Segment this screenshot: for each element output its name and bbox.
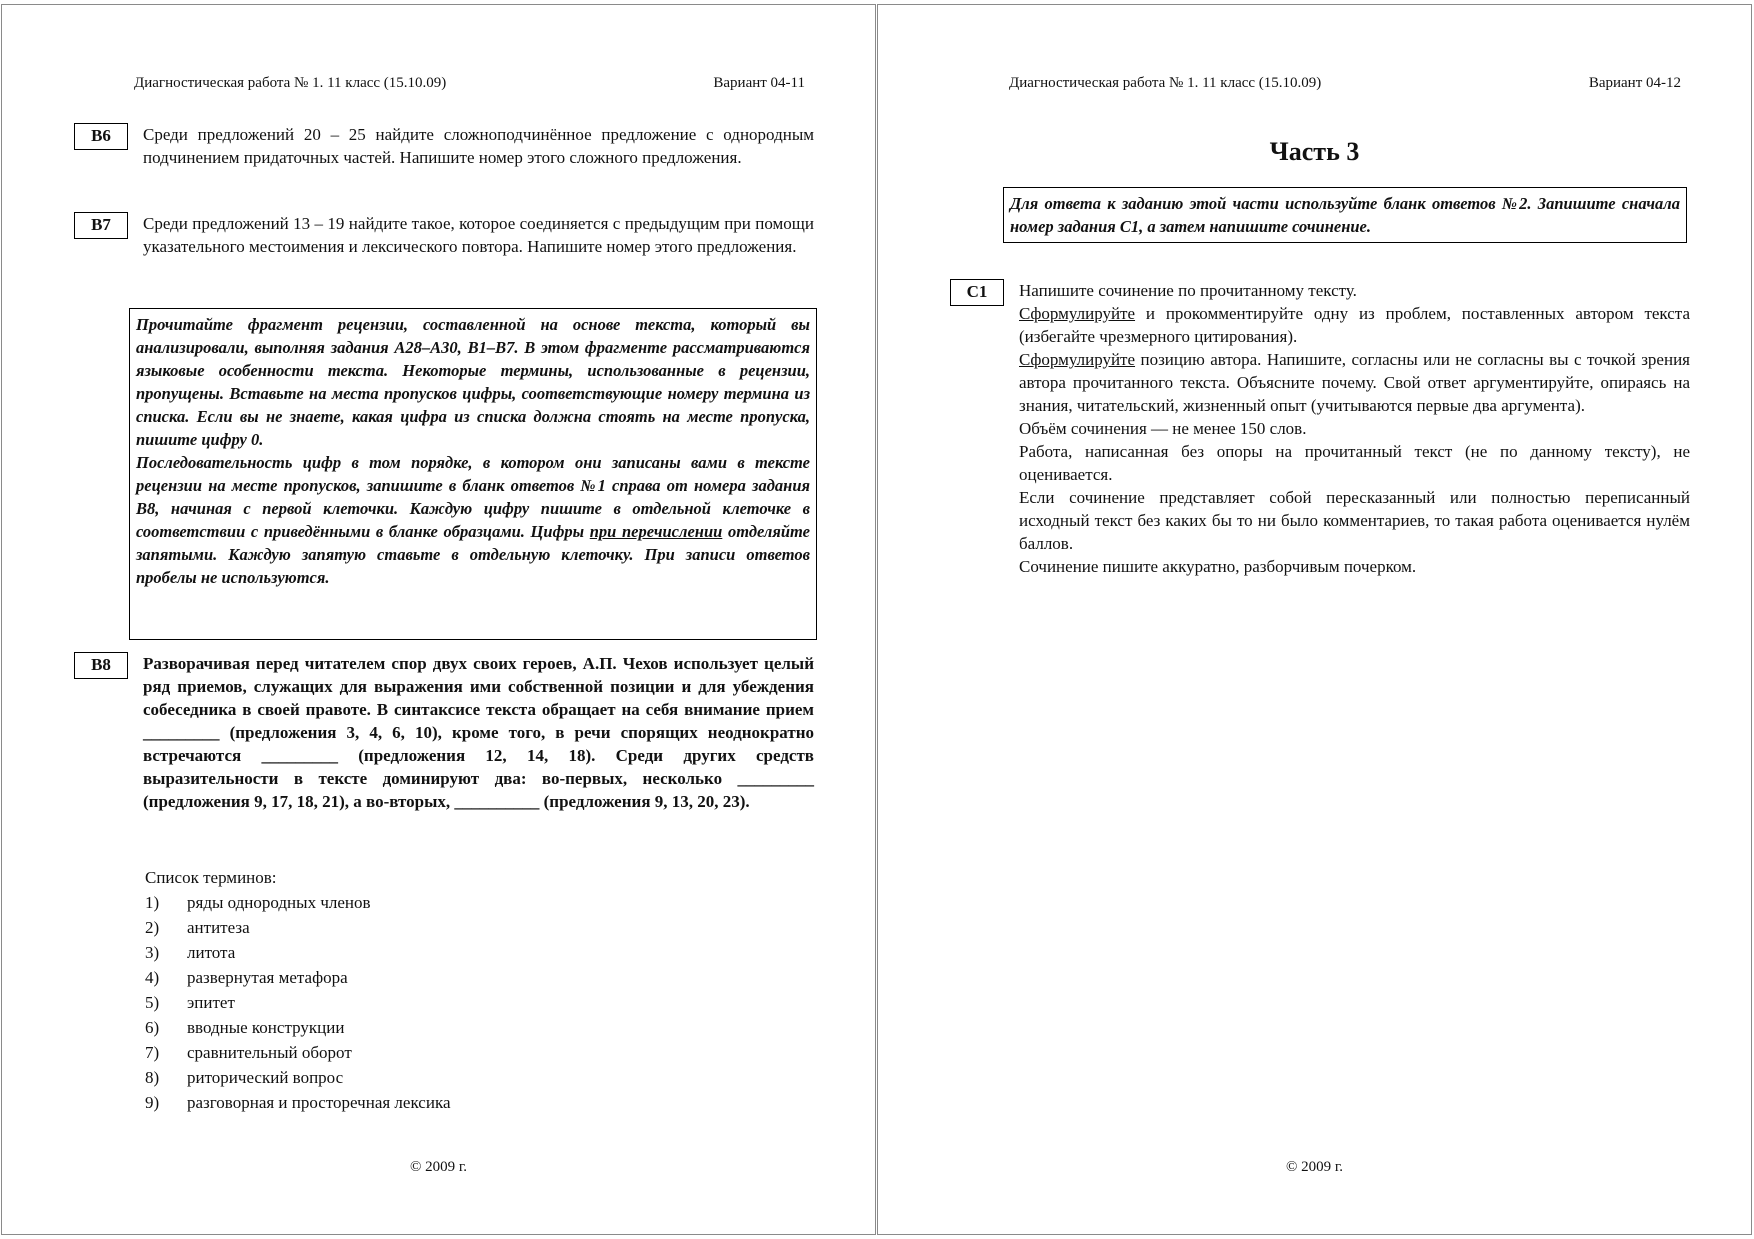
right-header-title: Диагностическая работа № 1. 11 класс (15.10.09) [1009,75,1322,91]
task-b6 [74,123,814,169]
task-text-b8: Разворачивая перед читателем спор двух своих героев, А.П. Чехов использует целый ряд приемов, служащих для выражения ими собственной позиции и для убеждения собеседника в своей правоте. В синтаксисе текста обращает на себя внимание прием _________ (предложения 3, 4, 6, 10), кроме того, в речи спорящих неоднократно встречаются _________ (предложения 12, 14, 18). Среди других средств выразительности в тексте доминируют два: во-первых, несколько _________ (предложения 9, 17, 18, 21), а во-вторых, __________ (предложения 9, 13, 20, 23). [143,654,814,811]
term-number: 6) [145,1018,160,1037]
c1-paragraph-3: Объём сочинения — не менее 150 слов. [1019,419,1307,438]
instruction-paragraph-2 [136,451,810,589]
term-number: 7) [145,1043,160,1062]
c1-p1-rest: и прокомментируйте одну из проблем, поставленных автором текста (избегайте чрезмерного цитирования). [1019,304,1690,346]
c1-paragraph-1 [1019,302,1690,348]
c1-p2-underlined: Сформулируйте [1019,350,1136,369]
instruction-p2-underlined: при перечислении [589,522,723,541]
terms-title: Список терминов: [145,868,277,887]
term-item [145,1090,745,1115]
c1-paragraph-2 [1019,348,1690,417]
term-number: 1) [145,893,160,912]
term-text: сравнительный оборот [187,1043,352,1062]
task-code-b6: В6 [74,123,128,150]
task-b8 [74,652,814,813]
term-item [145,990,745,1015]
term-item [145,890,745,915]
left-header-variant: Вариант 04-11 [713,75,805,91]
term-text: эпитет [187,993,235,1012]
term-item [145,940,745,965]
b8-instruction-box [129,308,817,640]
task-c1 [950,279,1690,578]
term-item [145,965,745,990]
c1-intro: Напишите сочинение по прочитанному тексту. [1019,281,1357,300]
c1-p1-underlined: Сформулируйте [1019,304,1136,323]
c1-paragraph-6: Сочинение пишите аккуратно, разборчивым почерком. [1019,557,1417,576]
instruction-p2-after: отделяйте запятыми. Каждую запятую ставьте в отдельную клеточку. При записи ответов пробелы не используются. [136,522,811,587]
c1-p2-rest: позицию автора. Напишите, согласны или не согласны вы с точкой зрения автора прочитанного текста. Объясните почему. Свой ответ аргументируйте, опираясь на знания, читательский, жизненный опыт (учитываются первые два аргумента). [1019,350,1690,415]
term-number: 3) [145,943,160,962]
part-title: Часть 3 [1269,137,1360,166]
term-text: развернутая метафора [187,968,348,987]
term-number: 2) [145,918,160,937]
c1-paragraph-4: Работа, написанная без опоры на прочитанный текст (не по данному тексту), не оценивается. [1019,442,1690,484]
term-text: риторический вопрос [187,1068,344,1087]
term-item [145,1065,745,1090]
right-page [877,4,1752,1235]
task-text-b6: Среди предложений 20 – 25 найдите сложноподчинённое предложение с однородным подчинением придаточных частей. Напишите номер этого сложного предложения. [143,125,814,167]
term-item [145,915,745,940]
term-number: 8) [145,1068,160,1087]
right-header-variant: Вариант 04-12 [1588,75,1681,91]
terms-list [145,890,745,1115]
term-text: ряды однородных членов [187,893,371,912]
term-text: антитеза [187,918,250,937]
term-text: вводные конструкции [187,1018,345,1037]
c1-paragraph-5: Если сочинение представляет собой пересказанный или полностью переписанный исходный текст без каких бы то ни было комментариев, то такая работа оценивается нулём баллов. [1019,488,1690,553]
instruction-p2-before: Последовательность цифр в том порядке, в котором они записаны вами в тексте рецензии на месте пропусков, запишите в бланк ответов №1 справа от номера задания В8, начиная с первой клеточки. Каждую цифру пишите в отдельной клеточке в соответствии с приведёнными в бланке образцами. Цифры [136,453,810,541]
left-header-title: Диагностическая работа № 1. 11 класс (15.10.09) [134,75,447,91]
left-page [1,4,876,1235]
task-text-b7: Среди предложений 13 – 19 найдите такое, которое соединяется с предыдущим при помощи указательного местоимения и лексического повтора. Напишите номер этого предложения. [143,214,814,256]
term-number: 5) [145,993,160,1012]
term-number: 9) [145,1093,160,1112]
task-code-c1: С1 [950,279,1004,306]
task-b7 [74,212,814,258]
term-item [145,1015,745,1040]
term-text: разговорная и просторечная лексика [187,1093,451,1112]
term-item [145,1040,745,1065]
right-footer: © 2009 г. [1285,1159,1344,1175]
task-code-b7: В7 [74,212,128,239]
left-footer: © 2009 г. [409,1159,468,1175]
term-number: 4) [145,968,160,987]
task-text-c1 [1019,279,1690,578]
task-code-b8: В8 [74,652,128,679]
instruction-paragraph-1: Прочитайте фрагмент рецензии, составленной на основе текста, который вы анализировали, выполняя задания А28–А30, В1–В7. В этом фрагменте рассматриваются языковые особенности текста. Некоторые термины, использованные в рецензии, пропущены. Вставьте на места пропусков цифры, соответствующие номеру термина из списка. Если вы не знаете, какая цифра из списка должна стоять на месте пропуска, пишите цифру 0. [136,315,810,449]
term-text: литота [187,943,236,962]
part3-instruction-box: Для ответа к заданию этой части используйте бланк ответов №2. Запишите сначала номер задания С1, а затем напишите сочинение. [1003,187,1687,243]
